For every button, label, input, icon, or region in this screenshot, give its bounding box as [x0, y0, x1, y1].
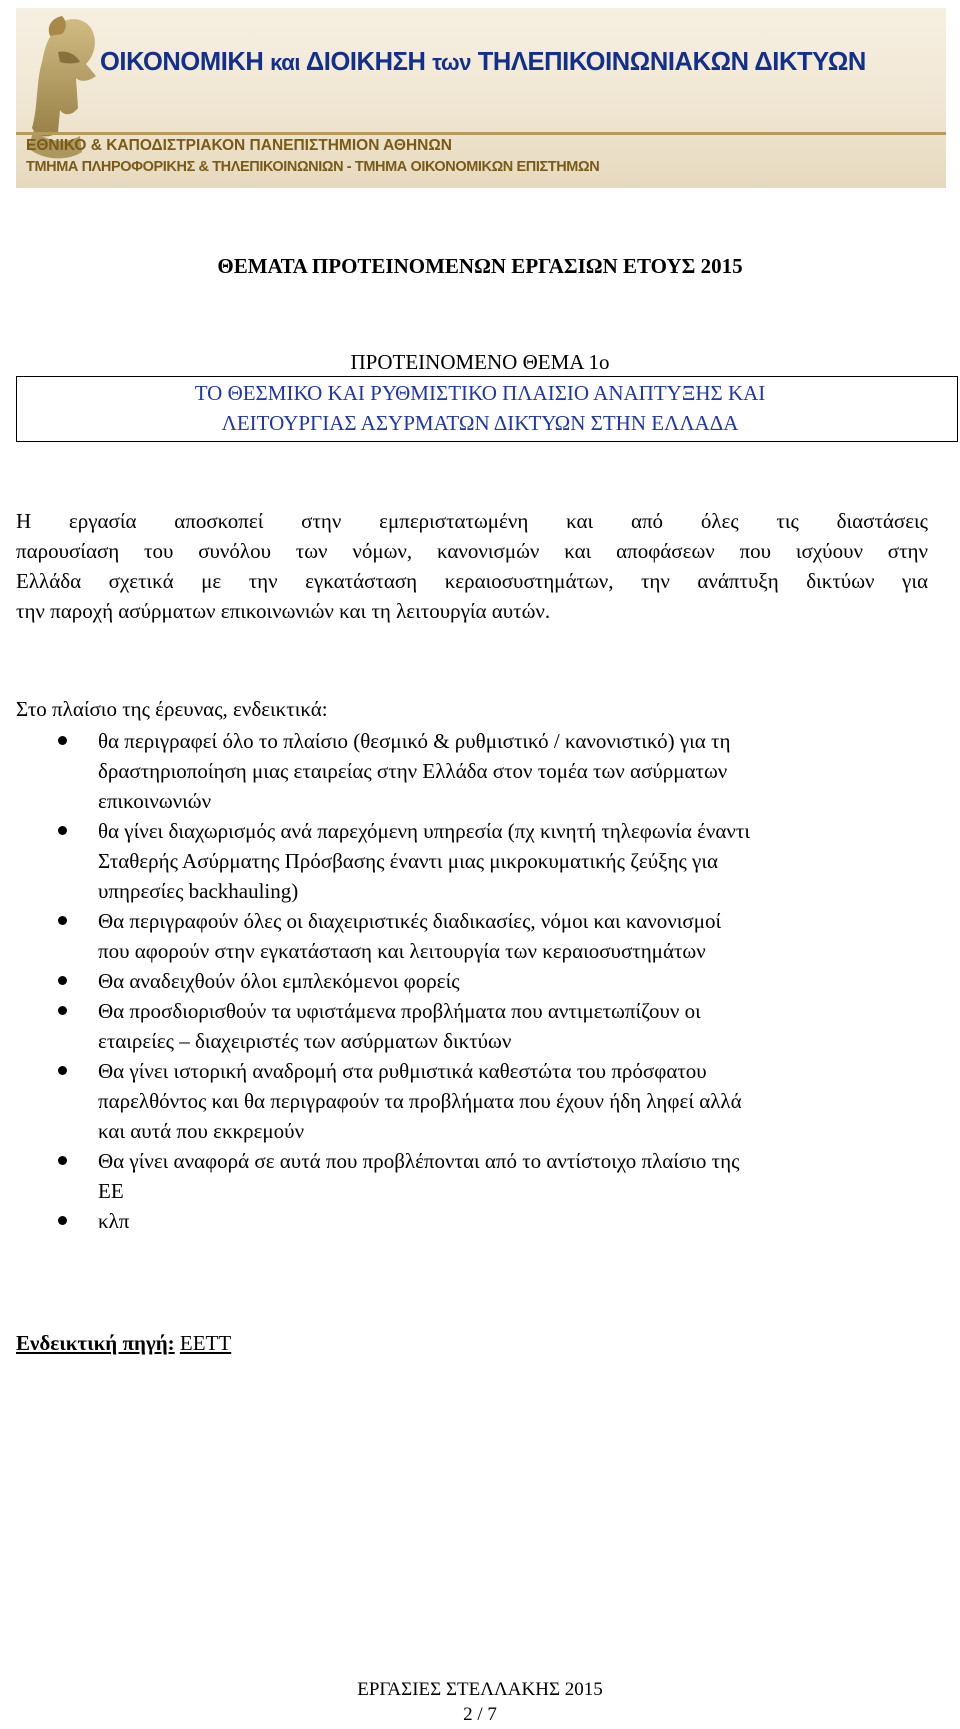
- list-item: Θα προσδιορισθούν τα υφιστάμενα προβλήματα που αντιμετωπίζουν οι εταιρείες – διαχειριστές των ασύρματων δικτύων: [16, 996, 946, 1056]
- university-name: ΕΘΝΙΚΟ & ΚΑΠΟΔΙΣΤΡΙΑΚΟΝ ΠΑΝΕΠΙΣΤΗΜΙΟΝ ΑΘΗΝΩΝ: [26, 137, 452, 154]
- bullet-icon: [58, 1156, 67, 1165]
- list-item: Θα γίνει ιστορική αναδρομή στα ρυθμιστικά καθεστώτα του πρόσφατου παρελθόντος και θα περιγραφούν τα προβλήματα που έχουν ήδη λ​ηφεί αλλά και αυτά που εκκρεμούν: [16, 1056, 946, 1146]
- list-item: θα περιγραφεί όλο το πλαίσιο (θεσμικό & ρυθμιστικό / κανονιστικό) για τη δραστηριοποίηση μιας εταιρείας στην Ελλάδα στον τομέα των ασύρματων επικοινωνιών: [16, 726, 946, 816]
- list-item: θα γίνει διαχωρισμός ανά παρεχόμενη υπηρεσία (πχ κινητή τηλεφωνία έναντι Σταθερής Ασύρματης Πρόσβασης έναντι μιας μικροκυματικής ζεύξης για υπηρεσίες backhauling): [16, 816, 946, 906]
- bullet-icon: [58, 976, 67, 985]
- topic-title-line: ΤΟ ΘΕΣΜΙΚΟ ΚΑΙ ΡΥΘΜΙΣΤΙΚΟ ΠΛΑΙΣΙΟ ΑΝΑΠΤΥΞΗΣ ΚΑΙ: [194, 381, 766, 405]
- intro-line: παρουσίαση του συνόλου των νόμων, κανονισμών και αποφάσεων που ισχύουν στην: [16, 539, 928, 563]
- banner-divider: [16, 132, 946, 135]
- intro-line: την παροχή ασύρματων επικοινωνιών και τη λειτουργία αυτών.: [16, 599, 551, 623]
- intro-line: Ελλάδα σχετικά με την εγκατάσταση κεραιοσυστημάτων, την ανάπτυξη δικτύων για: [16, 569, 928, 593]
- department-names: ΤΜΗΜΑ ΠΛΗΡΟΦΟΡΙΚΗΣ & ΤΗΛΕΠΙΚΟΙΝΩΝΙΩΝ - ΤΜΗΜΑ ΟΙΚΟΝΟΜΙΚΩΝ ΕΠΙΣΤΗΜΩΝ: [26, 159, 600, 175]
- footer-text: ΕΡΓΑΣΙΕΣ ΣΤΕΛΛΑΚΗΣ 2015: [357, 1679, 603, 1700]
- topic-title-line: ΛΕΙΤΟΥΡΓΙΑΣ ΑΣΥΡΜΑΤΩΝ ΔΙΚΤΥΩΝ ΣΤΗΝ ΕΛΛΑΔΑ: [221, 411, 739, 435]
- header-banner: [16, 8, 946, 188]
- page-number: 2 / 7: [463, 1704, 497, 1725]
- topic-number: ΠΡΟΤΕΙΝΟΜΕΝΟ ΘΕΜΑ 1ο: [350, 350, 610, 374]
- bullet-icon: [58, 1216, 67, 1225]
- document-title: ΘΕΜΑΤΑ ΠΡΟΤΕΙΝΟΜΕΝΩΝ ΕΡΓΑΣΙΩΝ ΕΤΟΥΣ 2015: [217, 254, 743, 278]
- list-item: κλπ: [16, 1206, 946, 1236]
- list-item: Θα αναδειχθούν όλοι εμπλεκόμενοι φορείς: [16, 966, 946, 996]
- bullet-icon: [58, 736, 67, 745]
- source-value: ΕΕΤΤ: [179, 1331, 232, 1355]
- bullet-icon: [58, 916, 67, 925]
- bullet-icon: [58, 1066, 67, 1075]
- list-lead-text: Στο πλαίσιο της έρευνας, ενδεικτικά:: [16, 697, 328, 721]
- list-item: Θα γίνει αναφορά σε αυτά που προβλέπονται από το αντίστοιχο πλαίσιο της ΕΕ: [16, 1146, 946, 1206]
- source-reference: [16, 1328, 231, 1358]
- intro-line: Η εργασία αποσκοπεί στην εμπεριστατωμένη και από όλες τις διαστάσεις: [16, 509, 928, 533]
- topic-requirements-list: [16, 726, 946, 1236]
- bullet-icon: [58, 1006, 67, 1015]
- topic-title: [0, 378, 960, 438]
- list-item: Θα περιγραφούν όλες οι διαχειριστικές διαδικασίες, νόμοι και κανονισμοί που αφορούν στην εγκατάσταση και λειτουργία των κεραιοσυστημάτων: [16, 906, 946, 966]
- bullet-icon: [58, 826, 67, 835]
- source-label: Ενδεικτική πηγή:: [16, 1331, 175, 1355]
- program-title: ΟΙΚΟΝΟΜΙΚΗ και ΔΙΟΙΚΗΣΗ των ΤΗΛΕΠΙΚΟΙΝΩΝΙΑΚΩΝ ΔΙΚΤΥΩΝ: [100, 48, 866, 76]
- intro-paragraph: [16, 506, 928, 626]
